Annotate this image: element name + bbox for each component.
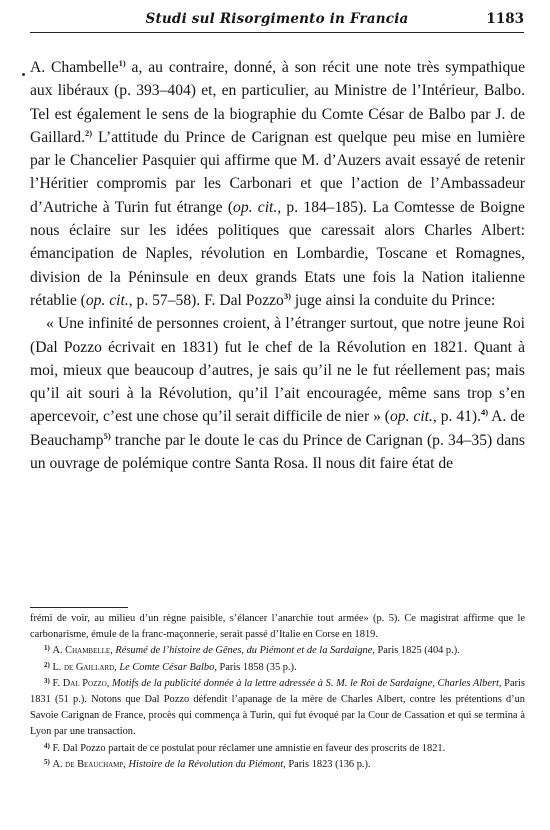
footnote-text: Paris 1858 (35 p.). xyxy=(219,661,297,673)
citation-italic: op. cit. xyxy=(389,408,433,426)
footnote-ref-5[interactable]: 5) xyxy=(103,430,111,441)
footnote-title: Le Comte César Balbo, xyxy=(119,661,217,673)
footnote-rule xyxy=(30,607,128,608)
text-run: a, au contraire, donné, à son récit une note très sympathique aux libéraux (p. 393–404) et, en particulier, au Ministre de l’Intérieur, Balbo. Tel est également le sens de la biographie du Comte César de Balbo par J. de Gaillard. xyxy=(30,59,525,146)
footnote-1 xyxy=(30,643,525,659)
text-run: , p. 184–185). La Comtesse de Boigne nous éclaire sur les idées politiques que caressait alors Charles Albert: émancipation de Naples, révolution en Lombardie, Toscane et Romagnes, division de la Péninsule en deux grands Etats une fois la Nation italienne rétablie ( xyxy=(30,198,525,309)
footnote-3 xyxy=(30,676,525,741)
citation-italic: op. cit. xyxy=(233,198,278,216)
footnote-author: A. de Beauchamp, xyxy=(52,758,126,770)
footnote-text: Paris 1823 (136 p.). xyxy=(288,758,371,770)
footnote-text: F. Dal Pozzo partait de ce postulat pour réclamer une amnistie en faveur des proscrits de 1821. xyxy=(52,742,446,754)
text-run: « Une infinité de personnes croient, à l’étranger surtout, que notre jeune Roi (Dal Pozzo écrivait en 1831) fut le chef de la Révolution en 1821. Quant à moi, mieux que beaucoup d’autres, je sais qu’il ne le fut réellement pas; mais qu’il ait souri à la Révolution, qu’il l’ait encouragée, même sans trop s’en apercevoir, c’est une chose qu’il serait difficile de nier » ( xyxy=(30,315,525,426)
footnote-ref-3[interactable]: 3) xyxy=(283,290,291,301)
footnote-title: Motifs de la publicité donnée à la lettre adressée à S. M. le Roi de Sardaigne, Charles Albert, xyxy=(112,677,502,689)
footnotes xyxy=(30,611,525,773)
footnote-number: 4) xyxy=(44,741,50,750)
footnote-2 xyxy=(30,660,525,676)
margin-dot xyxy=(22,73,25,76)
footnote-text: Paris 1825 (404 p.). xyxy=(377,645,460,657)
text-run: tranche par le doute le cas du Prince de Carignan (p. 34–35) dans un ouvrage de polémique contre Santa Rosa. Il nous dit faire état de xyxy=(30,431,525,473)
footnote-number: 1) xyxy=(44,644,50,653)
footnote-title: Histoire de la Révolution du Piémont, xyxy=(128,758,286,770)
footnote-continuation: frémi de voir, au milieu d’un règne paisible, s’élancer l’anarchie tout armée» (p. 5). Ce magistrat affirme que le carbonarisme, émule de la franc-maçonnerie, serait passé d’Italie en Corse en 1819. xyxy=(30,613,525,641)
footnote-ref-2[interactable]: 2) xyxy=(85,127,93,138)
footnote-ref-1[interactable]: 1) xyxy=(118,58,126,68)
footnote-number: 5) xyxy=(44,757,50,766)
paragraph-1 xyxy=(30,56,525,312)
footnote-text: Paris 1831 (51 p.). Notons que Dal Pozzo défendit l’apanage de la mère de Charles Albert, contre les prétentions d’un Savoie Carignan de France, procès qui commença à Turin, qui fut évoqué par la Cour de Cassation et qui se termina à Lyon par une transaction. xyxy=(30,677,525,738)
footnote-author: F. Dal Pozzo, xyxy=(52,677,110,689)
footnote-5 xyxy=(30,757,525,773)
citation-italic: op. cit. xyxy=(85,291,129,309)
paragraph-2 xyxy=(30,312,525,475)
text-run: L’attitude du Prince de Carignan est quelque peu mise en lumière par le Chancelier Pasquier qui affirme que M. d’Auzers avait essayé de retenir l’Héritier compromis par les Carbonari et que l’action de l’Ambassadeur d’Autriche à Turin fut étrange ( xyxy=(30,128,525,216)
page-number: 1183 xyxy=(486,11,524,27)
body-text xyxy=(30,56,525,475)
text-run: A. de Beauchamp xyxy=(30,408,525,449)
text-run: A. Chambelle xyxy=(30,59,119,76)
running-head xyxy=(30,10,524,33)
footnote-number: 3) xyxy=(44,676,50,685)
text-run: , p. 57–58). F. Dal Pozzo xyxy=(128,291,284,309)
footnote-author: A. Chambelle, xyxy=(52,645,113,657)
footnote-ref-4[interactable]: 4) xyxy=(481,407,489,418)
footnote-title: Résumé de l’histoire de Gênes, du Piémont et de la Sardaigne, xyxy=(115,645,375,657)
running-title: Studi sul Risorgimento in Francia xyxy=(145,11,409,27)
footnote-number: 2) xyxy=(44,660,50,669)
text-run: juge ainsi la conduite du Prince: xyxy=(290,291,496,309)
text-run: , p. 41). xyxy=(432,408,482,426)
footnote-author: L. de Gaillard, xyxy=(52,661,117,673)
footnote-4 xyxy=(30,741,525,757)
